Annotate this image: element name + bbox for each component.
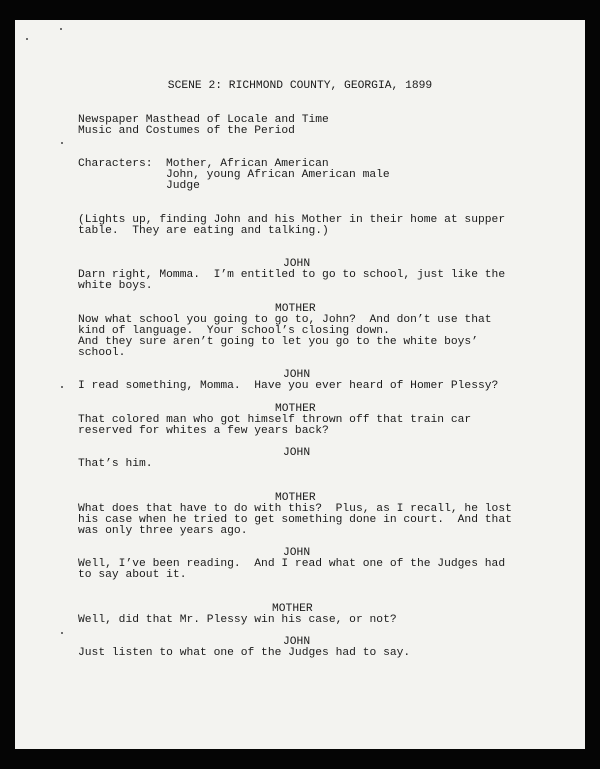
character-entry: Judge	[166, 180, 200, 192]
dialogue-line: I read something, Momma. Have you ever heard of Homer Plessy?	[78, 380, 499, 392]
dialogue-line: kind of language. Your school’s closing down.	[78, 325, 390, 337]
dialogue-line: was only three years ago.	[78, 525, 248, 537]
speaker-name: MOTHER	[275, 492, 316, 504]
character-entry: John, young African American male	[166, 169, 390, 181]
dialogue-line: to say about it.	[78, 569, 187, 581]
speaker-name: JOHN	[283, 258, 311, 270]
stage-direction-line: (Lights up, finding John and his Mother in their home at supper	[78, 214, 506, 226]
dialogue-line: his case when he tried to get something done in court. And that	[78, 514, 512, 526]
characters-label: Characters:	[78, 158, 153, 170]
dialogue-line: What does that have to do with this? Plus, as I recall, he lost	[78, 503, 512, 515]
speaker-name: JOHN	[283, 369, 311, 381]
dialogue-line: Darn right, Momma. I’m entitled to go to school, just like the	[78, 269, 506, 281]
dialogue-line: Well, I’ve been reading. And I read what one of the Judges had	[78, 558, 506, 570]
dialogue-line: Now what school you going to go to, John? And don’t use that	[78, 314, 492, 326]
speaker-name: JOHN	[283, 547, 311, 559]
paper-speck	[60, 28, 62, 30]
speaker-name: JOHN	[283, 636, 311, 648]
dialogue-line: reserved for whites a few years back?	[78, 425, 329, 437]
speaker-name: JOHN	[283, 447, 311, 459]
paper-speck	[61, 632, 63, 634]
scene-heading: SCENE 2: RICHMOND COUNTY, GEORGIA, 1899	[167, 80, 433, 92]
dialogue-line: And they sure aren’t going to let you go to the white boys’	[78, 336, 478, 348]
dialogue-line: That colored man who got himself thrown off that train car	[78, 414, 472, 426]
dialogue-line: school.	[78, 347, 126, 359]
character-entry: Mother, African American	[166, 158, 329, 170]
dialogue-line: white boys.	[78, 280, 153, 292]
dialogue-line: Just listen to what one of the Judges had to say.	[78, 647, 411, 659]
speaker-name: MOTHER	[275, 303, 316, 315]
stage-direction-line: table. They are eating and talking.)	[78, 225, 329, 237]
paper-speck	[61, 142, 63, 144]
speaker-name: MOTHER	[275, 403, 316, 415]
paper-speck	[26, 38, 28, 40]
paper-speck	[61, 386, 63, 388]
dialogue-line: That’s him.	[78, 458, 153, 470]
setting-line: Music and Costumes of the Period	[78, 125, 295, 137]
script-page	[15, 20, 585, 749]
setting-line: Newspaper Masthead of Locale and Time	[78, 114, 329, 126]
dialogue-line: Well, did that Mr. Plessy win his case, or not?	[78, 614, 397, 626]
speaker-name: MOTHER	[272, 603, 313, 615]
